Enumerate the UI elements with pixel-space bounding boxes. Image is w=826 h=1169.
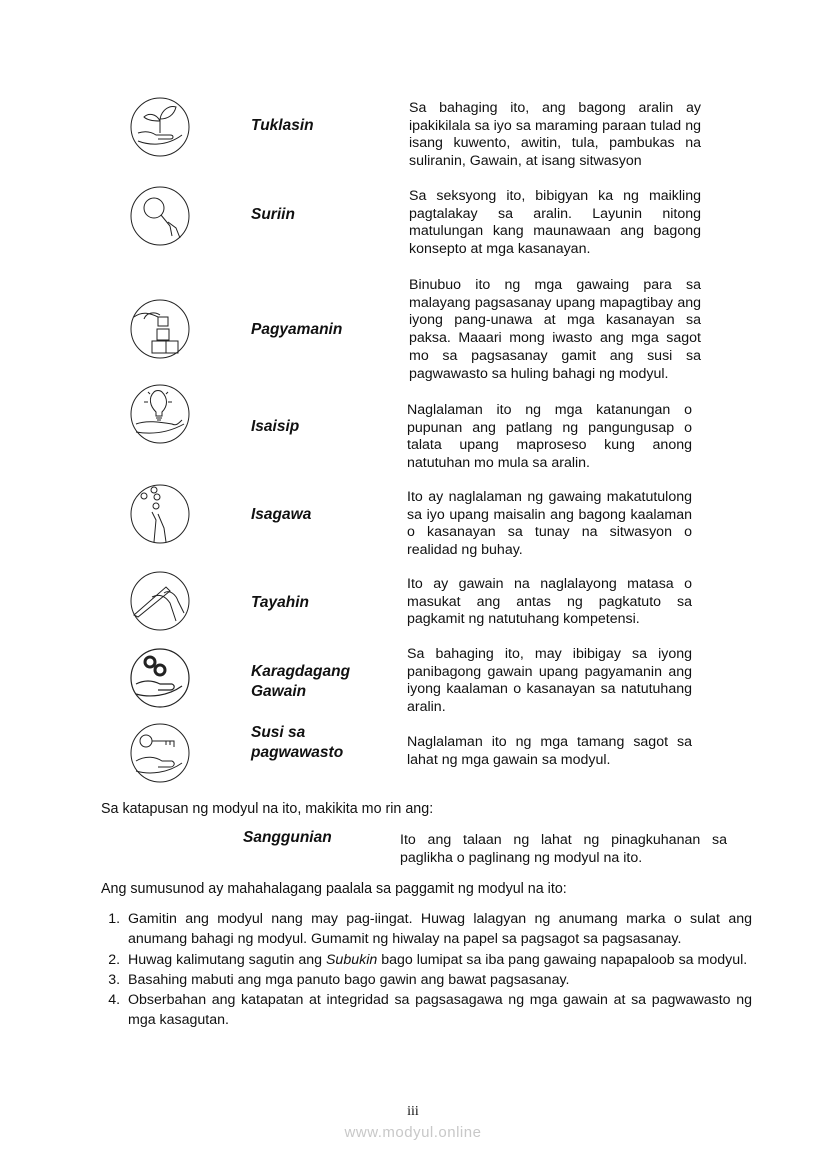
section-description: Ito ay naglalaman ng gawaing makatutulong sa iyo upang maisalin ang bagong kaalaman o kasanayan sa tunay na sitwasyon o realidad ng buhay. (407, 489, 692, 559)
note-text: Huwag kalimutang sagutin ang (128, 951, 326, 968)
hand-writing-pen-icon (130, 571, 190, 631)
section-description: Sa seksyong ito, bibigyan ka ng maikling pagtalakay sa aralin. Layunin nitong matulungan kang maunawaan ang bagong konsepto at mga kasanayan. (409, 188, 701, 258)
section-description: Naglalaman ito ng mga tamang sagot sa lahat ng mga gawain sa modyul. (407, 734, 692, 768)
reference-label: Sanggunian (243, 829, 332, 846)
lightbulb-in-hand-icon (130, 384, 190, 444)
reference-description: Ito ang talaan ng lahat ng pinagkuhanan sa paglikha o paglinang ng modyul na ito. (400, 832, 727, 866)
section-label-line1: Susi sa (251, 724, 306, 741)
note-item: 4. Obserbahan ang katapatan at integridad sa pagsasagawa ng mga gawain at sa pagwawasto ng mga kasagutan. (124, 990, 752, 1031)
section-label (251, 662, 350, 702)
section-description: Ito ay gawain na naglalayong matasa o masukat ang antas ng pagkatuto sa pagkamit ng natutuhang kompetensi. (407, 576, 692, 628)
section-label: Pagyamanin (251, 321, 343, 338)
section-description: Naglalaman ito ng mga katanungan o pupunan ang patlang ng pangungusap o talata upang maproseso kung anong natutuhan mo mula sa aralin. (407, 402, 692, 472)
end-intro-text: Sa katapusan ng modyul na ito, makikita mo rin ang: (101, 801, 434, 817)
notes-intro-text: Ang sumusunod ay mahahalagang paalala sa paggamit ng modyul na ito: (101, 881, 567, 897)
page-number: iii (407, 1104, 419, 1119)
section-label-line1: Karagdagang (251, 663, 351, 680)
watermark: www.modyul.online (344, 1124, 482, 1141)
note-item: 3. Basahing mabuti ang mga panuto bago gawin ang bawat pagsasanay. (124, 970, 752, 990)
hand-with-gears-icon (130, 484, 190, 544)
section-label: Tuklasin (251, 117, 314, 134)
section-label: Tayahin (251, 594, 309, 611)
note-emphasis: Subukin (325, 951, 378, 968)
section-label-line2: Gawain (251, 683, 307, 700)
section-label (251, 723, 343, 763)
note-item: 1. Gamitin ang modyul nang may pag-iingat. Huwag lalagyan ng anumang marka o sulat ang anumang bahagi ng modyul. Gumamit ng hiwalay na papel sa pagsagot sa pagsasanay. (124, 909, 752, 950)
section-description: Sa bahaging ito, may ibibigay sa iyong panibagong gawain upang pagyamanin ang iyong kaalaman o kasanayan sa natutuhang aralin. (407, 646, 692, 716)
section-description: Sa bahaging ito, ang bagong aralin ay ipakikilala sa iyo sa maraming paraan tulad ng isang kuwento, awitin, tula, pambukas na suliranin, Gawain, at isang sitwasyon (409, 100, 701, 170)
section-description: Binubuo ito ng mga gawaing para sa malayang pagsasanay upang mapagtibay ang iyong pang-unawa at mga kasanayan sa paksa. Maaari mong iwasto ang mga sagot mo sa pagsasanay gamit ang susi sa pagwawasto sa huling bahagi ng modyul. (409, 277, 701, 382)
plant-in-hand-icon (130, 97, 190, 157)
section-label: Isaisip (251, 418, 300, 435)
note-text: bago lumipat sa iba pang gawaing napapaloob sa modyul. (377, 951, 748, 968)
note-item (124, 950, 752, 970)
section-label-line2: pagwawasto (251, 744, 344, 761)
key-in-hand-icon (130, 723, 190, 783)
magnifying-glass-icon (130, 186, 190, 246)
notes-list (100, 909, 752, 1031)
gears-in-hand-icon (130, 648, 190, 708)
section-label: Suriin (251, 206, 295, 223)
stacking-blocks-icon (130, 299, 190, 359)
section-label: Isagawa (251, 506, 312, 523)
